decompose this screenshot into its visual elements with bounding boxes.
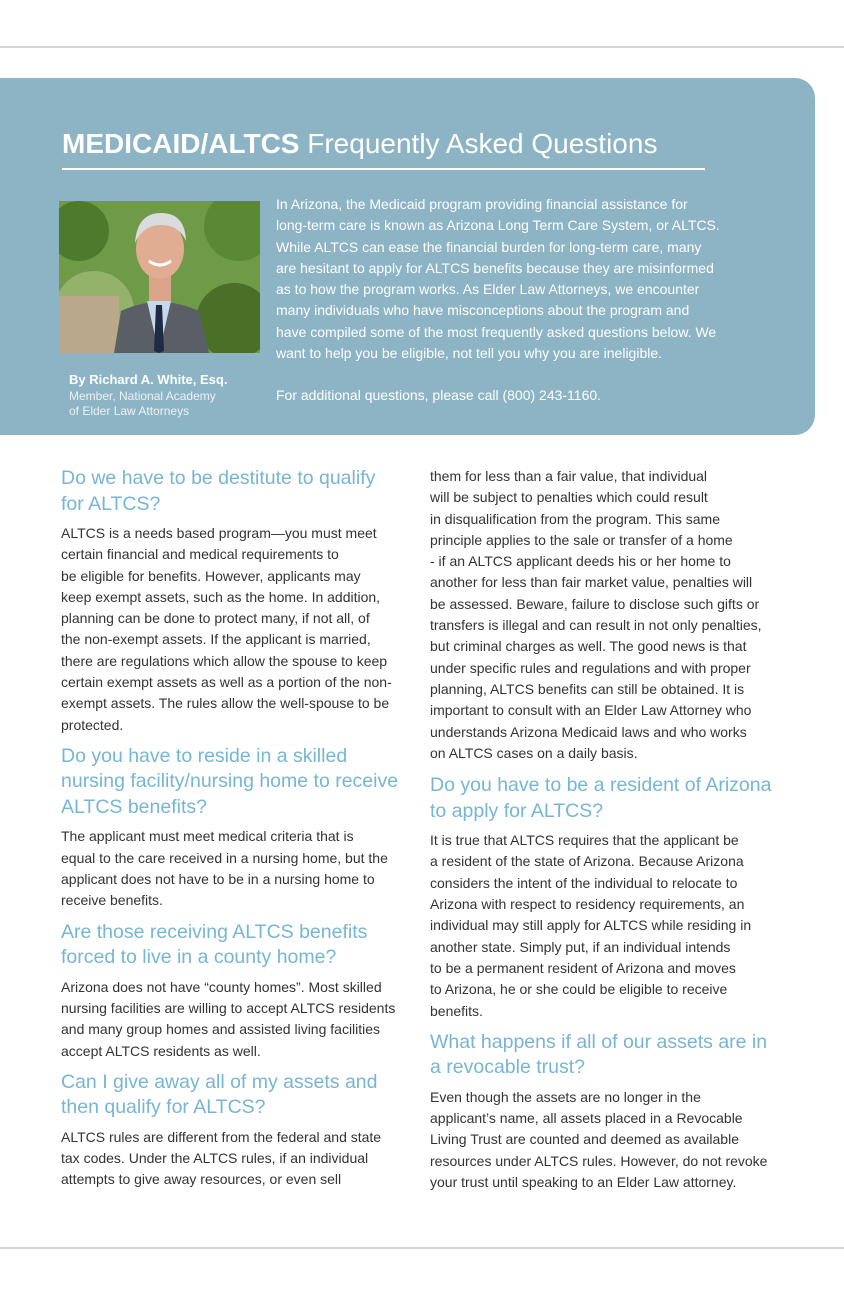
question-line: a revocable trust? <box>430 1056 586 1079</box>
answer-line: resources under ALTCS rules. However, do not revoke <box>430 1152 768 1169</box>
title-light: Frequently Asked Questions <box>299 128 658 159</box>
answer-line: in disqualification from the program. This same <box>430 510 720 527</box>
answer-line: will be subject to penalties which could result <box>430 489 708 506</box>
answer-line: planning, ALTCS benefits can still be obtained. It is <box>430 680 745 697</box>
answer-line: Arizona with respect to residency requirements, an <box>430 896 745 913</box>
faq-answer <box>61 523 411 736</box>
author-photo <box>59 201 260 353</box>
answer-line: protected. <box>61 716 124 733</box>
answer-line: applicant does not have to be in a nursing home to <box>61 871 375 888</box>
bottom-divider <box>0 1247 844 1249</box>
answer-line: attempts to give away resources, or even sell <box>61 1171 342 1188</box>
answer-line: certain financial and medical requirements to <box>61 546 339 563</box>
answer-line: be assessed. Beware, failure to disclose such gifts or <box>430 595 760 612</box>
contact-line: For additional questions, please call (800) 243-1160. <box>276 387 602 404</box>
intro-text <box>276 194 776 407</box>
answer-line: nursing facilities are willing to accept ALTCS residents <box>61 999 396 1016</box>
answer-line: Arizona does not have “county homes”. Most skilled <box>61 978 382 995</box>
intro-line: many individuals who have misconceptions about the program and <box>276 302 690 319</box>
answer-line: ALTCS is a needs based program—you must meet <box>61 525 377 541</box>
faq-question <box>430 1030 780 1081</box>
intro-line: In Arizona, the Medicaid program providing financial assistance for <box>276 196 688 212</box>
author-affiliation <box>69 389 269 418</box>
question-line: nursing facility/nursing home to receive <box>61 770 399 793</box>
answer-line: to Arizona, he or she could be eligible to receive <box>430 981 728 998</box>
answer-line: transfers is illegal and can result in not only penalties, <box>430 617 762 634</box>
answer-line: The applicant must meet medical criteria that is <box>61 828 354 845</box>
faq-answer <box>430 1087 780 1193</box>
intro-line: are hesitant to apply for ALTCS benefits because they are misinformed <box>276 259 714 276</box>
faq-answer <box>61 1127 411 1191</box>
question-line: to apply for ALTCS? <box>430 799 604 822</box>
answer-line: and many group homes and assisted living facilities <box>61 1021 381 1038</box>
author-byline: By Richard A. White, Esq. <box>69 372 228 387</box>
affiliation-line: of Elder Law Attorneys <box>69 403 190 418</box>
question-line: Do we have to be destitute to qualify <box>61 467 376 489</box>
answer-line: them for less than a fair value, that individual <box>430 468 708 484</box>
answer-line: It is true that ALTCS requires that the applicant be <box>430 832 739 849</box>
answer-line: keep exempt assets, such as the home. In addition, <box>61 588 381 605</box>
answer-line: to be a permanent resident of Arizona and moves <box>430 959 736 976</box>
faq-question <box>61 466 411 517</box>
answer-line: accept ALTCS residents as well. <box>61 1042 261 1059</box>
intro-line: long-term care is known as Arizona Long Term Care System, or ALTCS. <box>276 217 720 234</box>
faq-question <box>61 744 411 821</box>
top-divider <box>0 46 844 48</box>
answer-line: certain exempt assets as well as a portion of the non- <box>61 674 392 691</box>
faq-right-column <box>430 466 780 1201</box>
faq-answer <box>61 826 411 911</box>
answer-line: important to consult with an Elder Law Attorney who <box>430 702 752 719</box>
question-line: Can I give away all of my assets and <box>61 1070 378 1093</box>
question-line: What happens if all of our assets are in <box>430 1030 768 1053</box>
answer-line: be eligible for benefits. However, applicants may <box>61 567 361 584</box>
answer-line: individual may still apply for ALTCS while residing in <box>430 917 752 934</box>
author-portrait-illustration <box>59 201 260 353</box>
faq-answer <box>61 977 411 1062</box>
faq-left-column <box>61 466 411 1199</box>
question-line: Do you have to reside in a skilled <box>61 744 348 767</box>
title-underline <box>62 168 705 170</box>
answer-line: ALTCS rules are different from the federal and state <box>61 1128 382 1145</box>
faq-answer-continued <box>430 466 780 764</box>
intro-line: want to help you be eligible, not tell you why you are ineligible. <box>276 345 663 362</box>
intro-line: have compiled some of the most frequently asked questions below. We <box>276 323 717 340</box>
answer-line: Living Trust are counted and deemed as available <box>430 1131 739 1148</box>
answer-line: another state. Simply put, if an individual intends <box>430 938 731 955</box>
intro-paragraph <box>276 194 776 364</box>
answer-line: understands Arizona Medicaid laws and who works <box>430 723 747 740</box>
answer-line: the non-exempt assets. If the applicant is married, <box>61 631 371 648</box>
question-line: then qualify for ALTCS? <box>61 1096 266 1119</box>
intro-line: as to how the program works. As Elder Law Attorneys, we encounter <box>276 281 700 298</box>
question-line: for ALTCS? <box>61 492 161 515</box>
answer-line: equal to the care received in a nursing home, but the <box>61 849 388 866</box>
question-line: forced to live in a county home? <box>61 946 337 969</box>
intro-line: While ALTCS can ease the financial burden for long-term care, many <box>276 238 702 255</box>
answer-line: Even though the assets are no longer in the <box>430 1088 701 1105</box>
page-title <box>62 126 657 162</box>
answer-line: under specific rules and regulations and with proper <box>430 659 751 676</box>
answer-line: there are regulations which allow the spouse to keep <box>61 652 388 669</box>
question-line: ALTCS benefits? <box>61 795 207 818</box>
faq-question <box>61 1070 411 1121</box>
faq-question <box>430 773 780 824</box>
question-line: Are those receiving ALTCS benefits <box>61 920 368 943</box>
title-strong: MEDICAID/ALTCS <box>62 128 300 159</box>
answer-line: tax codes. Under the ALTCS rules, if an individual <box>61 1150 369 1167</box>
answer-line: but criminal charges as well. The good news is that <box>430 638 747 655</box>
answer-line: a resident of the state of Arizona. Because Arizona <box>430 853 744 870</box>
question-line: Do you have to be a resident of Arizona <box>430 774 772 797</box>
answer-line: your trust until speaking to an Elder Law attorney. <box>430 1174 737 1191</box>
answer-line: receive benefits. <box>61 892 163 909</box>
answer-line: considers the intent of the individual to relocate to <box>430 874 738 891</box>
answer-line: another for less than fair market value, penalties will <box>430 574 753 591</box>
answer-line: benefits. <box>430 1002 483 1019</box>
affiliation-line: Member, National Academy <box>69 389 216 403</box>
answer-line: on ALTCS cases on a daily basis. <box>430 744 638 761</box>
answer-line: principle applies to the sale or transfer of a home <box>430 531 733 548</box>
answer-line: planning can be done to protect many, if not all, of <box>61 610 370 627</box>
faq-answer <box>430 830 780 1022</box>
faq-question <box>61 920 411 971</box>
answer-line: exempt assets. The rules allow the well-spouse to be <box>61 695 390 712</box>
answer-line: - if an ALTCS applicant deeds his or her home to <box>430 553 731 570</box>
answer-line: applicant’s name, all assets placed in a Revocable <box>430 1110 743 1127</box>
